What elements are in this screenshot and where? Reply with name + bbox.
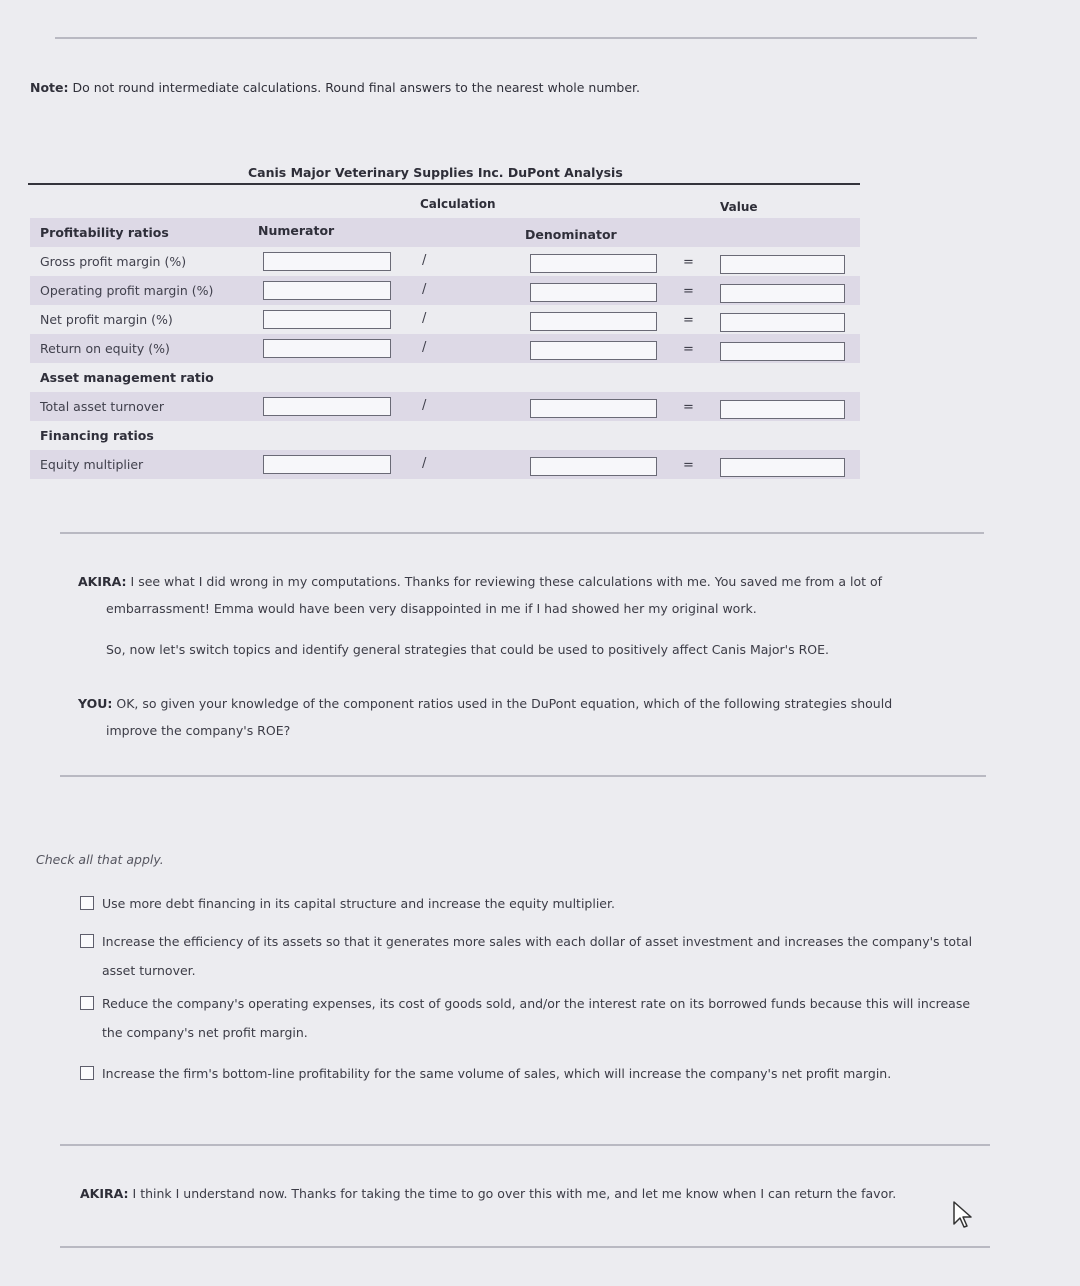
division-sign: / <box>422 456 427 471</box>
equity-multiplier-label: Equity multiplier <box>40 457 144 472</box>
option-4-checkbox[interactable] <box>80 1066 94 1080</box>
mouse-pointer-icon <box>952 1200 974 1230</box>
net-profit-margin-label: Net profit margin (%) <box>40 312 173 327</box>
return-on-equity-numerator-input[interactable] <box>263 339 391 358</box>
gross-profit-margin-row <box>30 247 860 276</box>
division-sign: / <box>422 282 427 297</box>
equals-sign: = <box>683 255 694 270</box>
akira-message-1-text: I see what I did wrong in my computations. Thanks for reviewing these calculations with me. You saved me from a lot of <box>130 574 883 589</box>
option-2-text-cont: asset turnover. <box>102 963 196 978</box>
akira-message-1b <box>106 636 986 663</box>
option-3[interactable] <box>80 988 1040 1048</box>
value-header: Value <box>720 200 758 214</box>
operating-profit-margin-row <box>30 276 860 305</box>
equity-multiplier-denominator-input[interactable] <box>530 457 657 476</box>
note-text: Do not round intermediate calculations. Round final answers to the nearest whole number. <box>72 80 641 95</box>
rounding-note <box>30 80 640 95</box>
financing-section-label: Financing ratios <box>40 428 154 443</box>
operating-profit-margin-label: Operating profit margin (%) <box>40 283 214 298</box>
gross-profit-margin-label: Gross profit margin (%) <box>40 254 187 269</box>
division-sign: / <box>422 398 427 413</box>
options-bottom-divider <box>60 1144 990 1146</box>
operating-profit-margin-value-input[interactable] <box>720 284 845 303</box>
operating-profit-margin-numerator-input[interactable] <box>263 281 391 300</box>
numerator-header: Numerator <box>258 223 335 238</box>
financing-header-row <box>30 421 860 450</box>
option-2[interactable] <box>80 926 1040 986</box>
net-profit-margin-value-input[interactable] <box>720 313 845 332</box>
question-divider <box>60 775 986 777</box>
option-3-checkbox[interactable] <box>80 996 94 1010</box>
check-all-instruction: Check all that apply. <box>36 852 164 867</box>
you-message-text: OK, so given your knowledge of the component ratios used in the DuPont equation, which of the following strategies should <box>116 696 893 711</box>
option-3-text: Reduce the company's operating expenses, its cost of goods sold, and/or the interest rate on its borrowed funds because this will increase <box>102 996 971 1011</box>
profitability-header-row <box>30 218 860 247</box>
equity-multiplier-value-input[interactable] <box>720 458 845 477</box>
you-message <box>78 690 978 744</box>
asset-management-header-row <box>30 363 860 392</box>
division-sign: / <box>422 253 427 268</box>
equity-multiplier-numerator-input[interactable] <box>263 455 391 474</box>
akira-message-2-text: I think I understand now. Thanks for taking the time to go over this with me, and let me know when I can return the favor. <box>132 1186 897 1201</box>
net-profit-margin-denominator-input[interactable] <box>530 312 657 331</box>
denominator-header: Denominator <box>525 227 617 242</box>
dupont-title: Canis Major Veterinary Supplies Inc. DuPont Analysis <box>248 165 623 180</box>
equals-sign: = <box>683 313 694 328</box>
return-on-equity-denominator-input[interactable] <box>530 341 657 360</box>
page-bottom-divider <box>60 1246 990 1248</box>
equity-multiplier-row <box>30 450 860 479</box>
calculation-header: Calculation <box>420 197 496 211</box>
gross-profit-margin-value-input[interactable] <box>720 255 845 274</box>
option-3-text-cont: the company's net profit margin. <box>102 1025 308 1040</box>
option-1-checkbox[interactable] <box>80 896 94 910</box>
division-sign: / <box>422 340 427 355</box>
akira-message-1 <box>78 568 978 622</box>
dupont-title-rule <box>28 183 860 185</box>
akira-message-1b-text: So, now let's switch topics and identify general strategies that could be used to positively affect Canis Major's ROE. <box>106 642 829 657</box>
equals-sign: = <box>683 342 694 357</box>
table-bottom-divider <box>60 532 984 534</box>
asset-management-section-label: Asset management ratio <box>40 370 214 385</box>
total-asset-turnover-label: Total asset turnover <box>40 399 164 414</box>
operating-profit-margin-denominator-input[interactable] <box>530 283 657 302</box>
top-divider <box>55 37 977 39</box>
option-2-text: Increase the efficiency of its assets so that it generates more sales with each dollar of asset investment and increases the company's total <box>102 934 973 949</box>
equals-sign: = <box>683 400 694 415</box>
option-2-checkbox[interactable] <box>80 934 94 948</box>
akira-speaker-label-2: AKIRA: <box>80 1186 129 1201</box>
option-1-text: Use more debt financing in its capital structure and increase the equity multiplier. <box>102 896 615 911</box>
akira-message-1-text-cont: embarrassment! Emma would have been very disappointed in me if I had showed her my original work. <box>106 601 757 616</box>
total-asset-turnover-denominator-input[interactable] <box>530 399 657 418</box>
net-profit-margin-row <box>30 305 860 334</box>
option-4[interactable] <box>80 1058 1040 1089</box>
return-on-equity-label: Return on equity (%) <box>40 341 170 356</box>
akira-message-2 <box>80 1180 1020 1207</box>
total-asset-turnover-value-input[interactable] <box>720 400 845 419</box>
option-4-text: Increase the firm's bottom-line profitability for the same volume of sales, which will increase the company's net profit margin. <box>102 1066 892 1081</box>
dupont-table <box>30 218 860 479</box>
option-1[interactable] <box>80 888 1040 919</box>
return-on-equity-value-input[interactable] <box>720 342 845 361</box>
gross-profit-margin-numerator-input[interactable] <box>263 252 391 271</box>
note-prefix: Note: <box>30 80 69 95</box>
equals-sign: = <box>683 458 694 473</box>
total-asset-turnover-numerator-input[interactable] <box>263 397 391 416</box>
total-asset-turnover-row <box>30 392 860 421</box>
equals-sign: = <box>683 284 694 299</box>
akira-speaker-label: AKIRA: <box>78 574 127 589</box>
division-sign: / <box>422 311 427 326</box>
gross-profit-margin-denominator-input[interactable] <box>530 254 657 273</box>
net-profit-margin-numerator-input[interactable] <box>263 310 391 329</box>
you-message-text-cont: improve the company's ROE? <box>106 723 291 738</box>
profitability-section-label: Profitability ratios <box>40 225 169 240</box>
return-on-equity-row <box>30 334 860 363</box>
you-speaker-label: YOU: <box>78 696 113 711</box>
